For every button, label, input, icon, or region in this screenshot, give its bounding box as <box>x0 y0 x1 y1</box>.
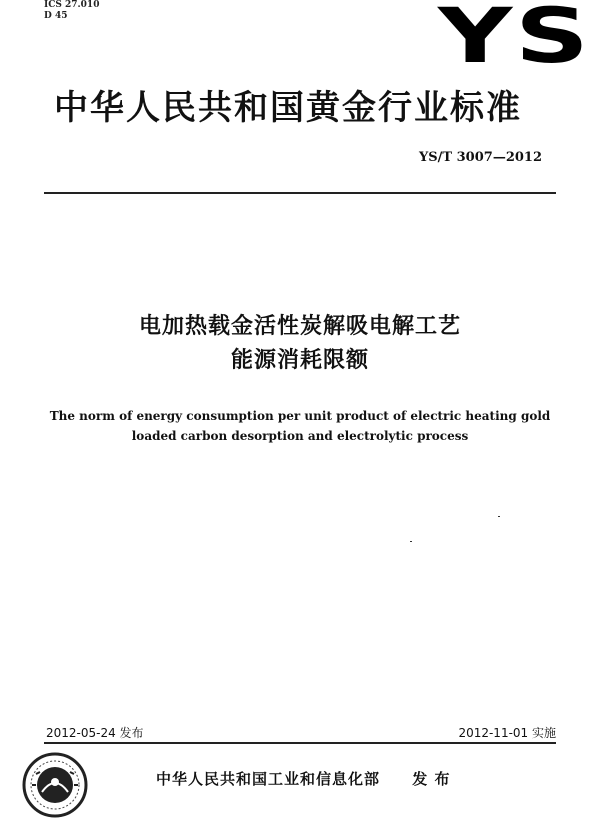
chinese-title <box>0 310 600 378</box>
scan-speck <box>498 516 500 517</box>
publisher-action: 发 布 <box>412 770 451 788</box>
english-title-line-1: The norm of energy consumption per unit product of electric heating gold <box>49 409 551 423</box>
issue-date: 2012-05-24 发布 <box>46 726 144 740</box>
ys-logo: YS <box>437 4 592 68</box>
english-title <box>0 406 600 446</box>
ministry-seal-icon <box>22 752 88 818</box>
standard-number: YS/T 3007—2012 <box>419 150 542 165</box>
english-title-line-2: loaded carbon desorption and electrolytic process <box>131 429 469 443</box>
top-divider <box>44 192 556 194</box>
scan-speck <box>410 541 412 542</box>
ics-code: ICS 27.010 <box>44 0 100 10</box>
chinese-title-line-1: 电加热载金活性炭解吸电解工艺 <box>138 314 461 339</box>
implementation-date: 2012-11-01 实施 <box>458 726 556 740</box>
bottom-divider <box>44 742 556 744</box>
classification-codes <box>44 0 99 22</box>
standard-category-title: 中华人民共和国黄金行业标准 <box>54 88 522 128</box>
ccs-code: D 45 <box>44 11 68 21</box>
publisher-name: 中华人民共和国工业和信息化部 <box>156 770 381 788</box>
publisher-line <box>156 768 450 789</box>
chinese-title-line-2: 能源消耗限额 <box>230 348 369 373</box>
